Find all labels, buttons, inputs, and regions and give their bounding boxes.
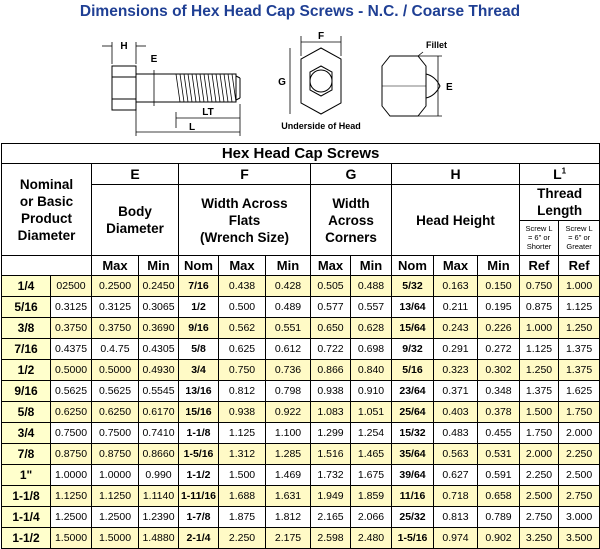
table-cell: 1.299 xyxy=(311,423,351,444)
group-letter-l xyxy=(520,164,600,185)
table-row xyxy=(2,339,600,360)
thread-note-shorter xyxy=(520,220,559,256)
table-cell: 2.250 xyxy=(520,465,559,486)
table-cell: 0.750 xyxy=(520,276,559,297)
end-label-e: E xyxy=(446,82,453,93)
table-cell: 0.628 xyxy=(351,318,392,339)
table-cell: 1.688 xyxy=(219,486,266,507)
table-cell: 0.990 xyxy=(139,465,179,486)
table-cell: 0.7500 xyxy=(92,423,139,444)
table-cell: 1.083 xyxy=(311,402,351,423)
underside-view-diagram xyxy=(290,36,341,114)
table-cell: 0.6250 xyxy=(92,402,139,423)
table-cell: 0.577 xyxy=(311,297,351,318)
table-cell: 2.000 xyxy=(520,444,559,465)
basic-diameter-cell: 1.2500 xyxy=(51,507,92,528)
thread-note-line: = 6" or xyxy=(568,233,591,243)
table-cell: 2.250 xyxy=(219,528,266,549)
table-cell: 1.631 xyxy=(266,486,311,507)
group-name-body-diameter xyxy=(92,185,179,256)
table-cell: 1.675 xyxy=(351,465,392,486)
basic-diameter-cell: 1.1250 xyxy=(51,486,92,507)
group-name-width-across-flats xyxy=(179,185,311,256)
table-cell: 0.6170 xyxy=(139,402,179,423)
group-letter-l-sup: 1 xyxy=(561,166,567,176)
table-cell: 0.211 xyxy=(434,297,478,318)
nominal-header-line: or Basic xyxy=(19,193,74,209)
table-row xyxy=(2,528,600,549)
table-cell: 1.465 xyxy=(351,444,392,465)
table-cell: 0.627 xyxy=(434,465,478,486)
table-cell: 23/64 xyxy=(392,381,434,402)
table-cell: 1-7/8 xyxy=(179,507,219,528)
table-cell: 0.323 xyxy=(434,360,478,381)
table-cell: 0.7410 xyxy=(139,423,179,444)
table-cell: 0.4930 xyxy=(139,360,179,381)
table-cell: 3.500 xyxy=(559,528,600,549)
table-cell: 1.812 xyxy=(266,507,311,528)
table-cell: 0.8750 xyxy=(92,444,139,465)
table-cell: 5/32 xyxy=(392,276,434,297)
group-name-line: Corners xyxy=(325,229,377,245)
table-cell: 0.866 xyxy=(311,360,351,381)
group-name-head-height xyxy=(392,185,520,256)
table-cell: 1.125 xyxy=(520,339,559,360)
table-cell: 15/64 xyxy=(392,318,434,339)
sub-header: Max xyxy=(434,256,478,276)
table-row xyxy=(2,402,600,423)
table-cell: 3/4 xyxy=(179,360,219,381)
group-letter-l-text: L xyxy=(553,166,562,182)
table-cell: 0.3065 xyxy=(139,297,179,318)
table-cell: 0.438 xyxy=(219,276,266,297)
table-row xyxy=(2,465,600,486)
table-cell: 39/64 xyxy=(392,465,434,486)
table-cell: 0.922 xyxy=(266,402,311,423)
table-cell: 0.2500 xyxy=(92,276,139,297)
table-cell: 0.562 xyxy=(219,318,266,339)
table-cell: 1.1140 xyxy=(139,486,179,507)
nominal-header-line: Diameter xyxy=(17,227,76,243)
table-cell: 0.226 xyxy=(478,318,520,339)
table-cell: 2.750 xyxy=(520,507,559,528)
table-cell: 0.750 xyxy=(219,360,266,381)
table-row xyxy=(2,318,600,339)
table-cell: 0.371 xyxy=(434,381,478,402)
sub-header: Max xyxy=(92,256,139,276)
table-cell: 2.000 xyxy=(559,423,600,444)
basic-diameter-cell: 0.7500 xyxy=(51,423,92,444)
table-cell: 0.938 xyxy=(311,381,351,402)
table-cell: 0.551 xyxy=(266,318,311,339)
table-cell: 2.175 xyxy=(266,528,311,549)
group-name-line: Flats xyxy=(228,212,261,228)
table-cell: 0.938 xyxy=(219,402,266,423)
sub-header: Max xyxy=(219,256,266,276)
table-cell: 0.483 xyxy=(434,423,478,444)
table-cell: 1.375 xyxy=(559,339,600,360)
table-cell: 0.5545 xyxy=(139,381,179,402)
table-cell: 0.612 xyxy=(266,339,311,360)
nominal-size-cell: 1-1/8 xyxy=(2,486,51,507)
table-cell: 1-5/16 xyxy=(392,528,434,549)
table-cell: 1.2500 xyxy=(92,507,139,528)
nominal-size-cell: 7/16 xyxy=(2,339,51,360)
side-view-diagram xyxy=(102,42,240,136)
table-cell: 0.798 xyxy=(266,381,311,402)
under-label-g: G xyxy=(278,77,286,88)
sub-header-row xyxy=(2,256,600,276)
table-cell: 0.3750 xyxy=(92,318,139,339)
page-title: Dimensions of Hex Head Cap Screws - N.C. / Coarse Thread xyxy=(79,3,521,20)
group-letter-h: H xyxy=(392,164,520,185)
table-cell: 0.5625 xyxy=(92,381,139,402)
table-cell: 0.736 xyxy=(266,360,311,381)
thread-note-line: Screw L xyxy=(565,224,593,234)
table-cell: 0.902 xyxy=(478,528,520,549)
table-cell: 0.488 xyxy=(351,276,392,297)
table-cell: 1.500 xyxy=(219,465,266,486)
table-cell: 13/64 xyxy=(392,297,434,318)
table-cell: 0.718 xyxy=(434,486,478,507)
table-cell: 1.250 xyxy=(520,360,559,381)
group-name-line: Thread xyxy=(537,186,583,202)
table-cell: 9/16 xyxy=(179,318,219,339)
basic-diameter-cell: 0.5625 xyxy=(51,381,92,402)
table-row xyxy=(2,507,600,528)
table-cell: 1.100 xyxy=(266,423,311,444)
sub-header: Min xyxy=(478,256,520,276)
table-cell: 1.375 xyxy=(559,360,600,381)
basic-diameter-cell: 0.5000 xyxy=(51,360,92,381)
table-row xyxy=(2,297,600,318)
table-cell: 0.910 xyxy=(351,381,392,402)
table-row xyxy=(2,276,600,297)
nominal-size-cell: 3/4 xyxy=(2,423,51,444)
table-cell: 0.291 xyxy=(434,339,478,360)
side-label-e: E xyxy=(150,54,158,65)
table-cell: 1.500 xyxy=(520,402,559,423)
table-cell: 1.750 xyxy=(559,402,600,423)
table-cell: 1.0000 xyxy=(92,465,139,486)
table-cell: 1.4880 xyxy=(139,528,179,549)
basic-diameter-cell: 1.0000 xyxy=(51,465,92,486)
table-cell: 0.563 xyxy=(434,444,478,465)
group-name-line: Across xyxy=(328,212,374,228)
table-cell: 0.8660 xyxy=(139,444,179,465)
group-name-line: Length xyxy=(537,203,583,219)
table-cell: 13/16 xyxy=(179,381,219,402)
table-cell: 0.531 xyxy=(478,444,520,465)
table-cell: 0.5000 xyxy=(92,360,139,381)
table-cell: 3.250 xyxy=(520,528,559,549)
table-cell: 7/16 xyxy=(179,276,219,297)
table-row xyxy=(2,360,600,381)
hex-head-cap-screw-table xyxy=(1,143,600,549)
table-cell: 5/16 xyxy=(392,360,434,381)
table-cell: 0.150 xyxy=(478,276,520,297)
side-label-l: L xyxy=(188,122,196,133)
side-label-lt: LT xyxy=(202,107,214,118)
group-name-line: Width Across xyxy=(201,195,288,211)
table-cell: 15/16 xyxy=(179,402,219,423)
table-cell: 1.051 xyxy=(351,402,392,423)
table-cell: 1.732 xyxy=(311,465,351,486)
sub-header-blank xyxy=(2,256,92,276)
table-cell: 1.1250 xyxy=(92,486,139,507)
screw-diagrams xyxy=(100,26,520,142)
table-cell: 9/32 xyxy=(392,339,434,360)
sub-header: Nom xyxy=(179,256,219,276)
table-cell: 0.974 xyxy=(434,528,478,549)
group-name-line: Head Height xyxy=(416,212,495,228)
table-cell: 2.165 xyxy=(311,507,351,528)
nominal-diameter-header xyxy=(2,164,92,256)
nominal-size-cell: 1/2 xyxy=(2,360,51,381)
thread-note-line: Greater xyxy=(566,242,592,252)
table-cell: 0.875 xyxy=(520,297,559,318)
table-cell: 0.591 xyxy=(478,465,520,486)
table-cell: 1-1/8 xyxy=(179,423,219,444)
sub-header: Ref xyxy=(520,256,559,276)
sub-header: Min xyxy=(351,256,392,276)
table-caption: Hex Head Cap Screws xyxy=(2,144,600,164)
table-cell: 1.000 xyxy=(520,318,559,339)
table-cell: 15/32 xyxy=(392,423,434,444)
table-cell: 0.428 xyxy=(266,276,311,297)
table-cell: 2.500 xyxy=(559,465,600,486)
nominal-size-cell: 3/8 xyxy=(2,318,51,339)
table-row xyxy=(2,423,600,444)
nominal-size-cell: 1/4 xyxy=(2,276,51,297)
table-cell: 0.455 xyxy=(478,423,520,444)
table-cell: 1.312 xyxy=(219,444,266,465)
table-cell: 1.516 xyxy=(311,444,351,465)
sub-header: Min xyxy=(139,256,179,276)
table-cell: 2.250 xyxy=(559,444,600,465)
table-cell: 1.625 xyxy=(559,381,600,402)
table-cell: 0.403 xyxy=(434,402,478,423)
basic-diameter-cell: 0.3125 xyxy=(51,297,92,318)
table-cell: 1/2 xyxy=(179,297,219,318)
table-cell: 0.500 xyxy=(219,297,266,318)
basic-diameter-cell: 0.4375 xyxy=(51,339,92,360)
table-cell: 0.505 xyxy=(311,276,351,297)
table-cell: 0.698 xyxy=(351,339,392,360)
nominal-header-line: Product xyxy=(20,210,72,226)
table-cell: 1.949 xyxy=(311,486,351,507)
group-name-line: Width xyxy=(332,195,370,211)
nominal-size-cell: 1-1/4 xyxy=(2,507,51,528)
table-cell: 0.272 xyxy=(478,339,520,360)
table-cell: 0.3125 xyxy=(92,297,139,318)
table-cell: 0.243 xyxy=(434,318,478,339)
group-name-width-across-corners xyxy=(311,185,392,256)
table-cell: 0.489 xyxy=(266,297,311,318)
table-cell: 1-5/16 xyxy=(179,444,219,465)
table-cell: 1.375 xyxy=(520,381,559,402)
table-cell: 25/64 xyxy=(392,402,434,423)
thread-note-line: Shorter xyxy=(526,242,552,252)
end-label-fillet: Fillet xyxy=(426,40,448,50)
table-cell: 0.302 xyxy=(478,360,520,381)
group-name-line: Diameter xyxy=(106,221,164,236)
table-cell: 0.789 xyxy=(478,507,520,528)
table-cell: 2.500 xyxy=(520,486,559,507)
table-cell: 0.812 xyxy=(219,381,266,402)
nominal-size-cell: 1" xyxy=(2,465,51,486)
table-cell: 0.840 xyxy=(351,360,392,381)
table-cell: 0.3690 xyxy=(139,318,179,339)
basic-diameter-cell: 0.8750 xyxy=(51,444,92,465)
table-body xyxy=(2,276,600,549)
table-cell: 0.348 xyxy=(478,381,520,402)
table-cell: 2.598 xyxy=(311,528,351,549)
table-cell: 2.480 xyxy=(351,528,392,549)
nominal-size-cell: 7/8 xyxy=(2,444,51,465)
end-view-diagram xyxy=(382,52,442,116)
thread-note-greater xyxy=(559,220,600,256)
table-cell: 2.066 xyxy=(351,507,392,528)
table-cell: 1.750 xyxy=(520,423,559,444)
table-cell: 0.4.75 xyxy=(92,339,139,360)
table-cell: 0.557 xyxy=(351,297,392,318)
nominal-size-cell: 1-1/2 xyxy=(2,528,51,549)
table-cell: 1-11/16 xyxy=(179,486,219,507)
table-cell: 5/8 xyxy=(179,339,219,360)
table-cell: 0.4305 xyxy=(139,339,179,360)
table-cell: 0.722 xyxy=(311,339,351,360)
table-cell: 1.2390 xyxy=(139,507,179,528)
nominal-size-cell: 5/16 xyxy=(2,297,51,318)
table-cell: 11/16 xyxy=(392,486,434,507)
nominal-header-line: Nominal xyxy=(19,176,74,192)
table-cell: 1.254 xyxy=(351,423,392,444)
sub-header: Nom xyxy=(392,256,434,276)
sub-header: Ref xyxy=(559,256,600,276)
table-cell: 1-1/2 xyxy=(179,465,219,486)
table-cell: 2.750 xyxy=(559,486,600,507)
group-letter-f: F xyxy=(179,164,311,185)
group-letter-e: E xyxy=(92,164,179,185)
table-row xyxy=(2,444,600,465)
nominal-size-cell: 5/8 xyxy=(2,402,51,423)
table-cell: 1.875 xyxy=(219,507,266,528)
group-name-line: (Wrench Size) xyxy=(199,229,289,245)
table-cell: 0.163 xyxy=(434,276,478,297)
table-cell: 0.813 xyxy=(434,507,478,528)
table-cell: 0.2450 xyxy=(139,276,179,297)
table-cell: 25/32 xyxy=(392,507,434,528)
thread-note-line: = 6" or xyxy=(527,233,551,243)
table-row xyxy=(2,381,600,402)
group-name-thread-length xyxy=(520,185,600,221)
basic-diameter-cell: 0.6250 xyxy=(51,402,92,423)
table-cell: 1.250 xyxy=(559,318,600,339)
table-cell: 1.5000 xyxy=(92,528,139,549)
table-cell: 0.625 xyxy=(219,339,266,360)
table-cell: 0.195 xyxy=(478,297,520,318)
basic-diameter-cell: 02500 xyxy=(51,276,92,297)
table-cell: 1.125 xyxy=(219,423,266,444)
table-cell: 1.859 xyxy=(351,486,392,507)
table-cell: 0.650 xyxy=(311,318,351,339)
thread-note-line: Screw L xyxy=(525,224,553,234)
group-letter-g: G xyxy=(311,164,392,185)
side-label-h: H xyxy=(120,41,128,52)
table-cell: 35/64 xyxy=(392,444,434,465)
basic-diameter-cell: 1.5000 xyxy=(51,528,92,549)
sub-header: Max xyxy=(311,256,351,276)
table-cell: 0.378 xyxy=(478,402,520,423)
table-cell: 2-1/4 xyxy=(179,528,219,549)
group-name-line: Body xyxy=(118,204,152,219)
under-caption: Underside of Head xyxy=(281,121,361,131)
table-cell: 1.469 xyxy=(266,465,311,486)
table-cell: 1.285 xyxy=(266,444,311,465)
table-cell: 1.000 xyxy=(559,276,600,297)
table-row xyxy=(2,486,600,507)
screw-diagram-svg xyxy=(100,26,520,142)
basic-diameter-cell: 0.3750 xyxy=(51,318,92,339)
under-label-f: F xyxy=(317,31,325,42)
nominal-size-cell: 9/16 xyxy=(2,381,51,402)
table-cell: 1.125 xyxy=(559,297,600,318)
table-cell: 3.000 xyxy=(559,507,600,528)
sub-header: Min xyxy=(266,256,311,276)
table-cell: 0.658 xyxy=(478,486,520,507)
